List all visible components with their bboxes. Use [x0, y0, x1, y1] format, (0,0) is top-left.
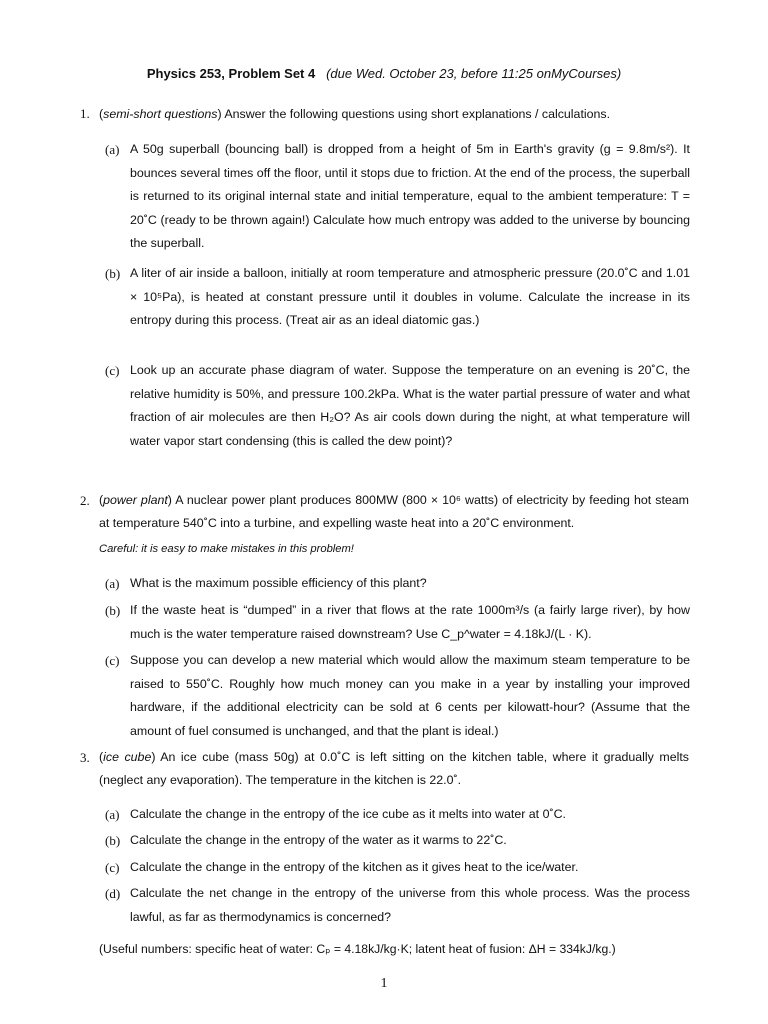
subpart-text: A liter of air inside a balloon, initially at room temperature and atmospheric pressure (20.0˚C and 1.01 × 10⁵Pa), is heated at constant pressure until it doubles in volume. Calculate the increase in its entropy during this process. (Treat air as an ideal diatomic gas.) [130, 266, 690, 327]
subpart-text: A 50g superball (bouncing ball) is dropped from a height of 5m in Earth's gravity (g = 9.8m/s²). It bounces several times off the floor, until it stops due to friction. At the end of the process, the superball is returned to its original internal state and initial temperature, equal to the ambient temperature: T = 20˚C (ready to be thrown again!) Calculate how much entropy was added to the universe by bouncing the superball. [130, 142, 690, 250]
problem-tag: ice cube [103, 750, 152, 764]
subpart-label: (d) [105, 886, 121, 901]
problem-intro-text: An ice cube (mass 50g) at 0.0˚C is left sitting on the kitchen table, where it gradually melts (neglect any evaporation). The temperature in the kitchen is 22.0˚. [99, 750, 689, 787]
subpart-text: Suppose you can develop a new material which would allow the maximum steam temperature to be raised to 550˚C. Roughly how much money can you make in a year by installing your improved hardware, if the additional electricity can be sold at 6 cents per kilowatt-hour? (Assume that the amount of fuel consumed is unchanged, and that the plant is ideal.) [130, 653, 690, 738]
subpart-label: (c) [105, 860, 120, 875]
problem-intro: (power plant) A nuclear power plant produces 800MW (800 × 10⁶ watts) of electricity by feeding hot steam at temperature 540˚C into a turbine, and expelling waste heat into a 20˚C environment. [99, 493, 689, 530]
problem-number: 1. [80, 106, 90, 121]
problem-intro-text: Answer the following questions using short explanations / calculations. [224, 107, 611, 121]
problem-number: 3. [80, 750, 90, 765]
due-date: (due Wed. October 23, before 11:25 onMyCourses) [326, 66, 622, 81]
problem-tag: semi-short questions [103, 107, 218, 121]
subpart-text: Calculate the change in the entropy of the ice cube as it melts into water at 0˚C. [130, 807, 566, 821]
problem-set-label: Problem Set 4 [228, 66, 316, 81]
subpart-label: (a) [105, 576, 120, 591]
problem-intro-text: A nuclear power plant produces 800MW (800 × 10⁶ watts) of electricity by feeding hot steam at temperature 540˚C into a turbine, and expelling waste heat into a 20˚C environment. [99, 493, 689, 530]
useful-numbers: (Useful numbers: specific heat of water: Cₚ = 4.18kJ/kg·K; latent heat of fusion: ΔH = 334kJ/kg.) [99, 942, 616, 956]
subpart-label: (a) [105, 807, 120, 822]
problem-intro: (ice cube) An ice cube (mass 50g) at 0.0˚C is left sitting on the kitchen table, where it gradually melts (neglect any evaporation). The temperature in the kitchen is 22.0˚. [99, 750, 689, 787]
subpart-text: Look up an accurate phase diagram of water. Suppose the temperature on an evening is 20˚C, the relative humidity is 50%, and pressure 100.2kPa. What is the water partial pressure of water and what fraction of air molecules are then H₂O? As air cools down during the night, at what temperature will water vapor start condensing (this is called the dew point)? [130, 363, 690, 448]
problem-tag: power plant [103, 493, 168, 507]
subpart-text: Calculate the change in the entropy of the water as it warms to 22˚C. [130, 833, 507, 847]
subpart-label: (c) [105, 363, 120, 378]
subpart-label: (b) [105, 603, 121, 618]
subpart-label: (a) [105, 142, 120, 157]
document-title [0, 66, 768, 81]
subpart-label: (c) [105, 653, 120, 668]
subpart-text: If the waste heat is “dumped” in a river that flows at the rate 1000m³/s (a fairly large river), by how much is the water temperature raised downstream? Use C_p^water = 4.18kJ/(L · K). [130, 603, 690, 641]
problem-intro: (semi-short questions) Answer the following questions using short explanations / calculations. [99, 107, 611, 121]
subpart-text: Calculate the net change in the entropy of the universe from this whole process. Was the process lawful, as far as thermodynamics is concerned? [130, 886, 690, 924]
careful-note: Careful: it is easy to make mistakes in this problem! [99, 543, 354, 555]
subpart-text: Calculate the change in the entropy of the kitchen as it gives heat to the ice/water. [130, 860, 579, 874]
subpart-text: What is the maximum possible efficiency of this plant? [130, 576, 427, 590]
problem-number: 2. [80, 493, 90, 508]
page-number: 1 [380, 976, 388, 991]
subpart-label: (b) [105, 833, 121, 848]
course-name: Physics 253, [146, 66, 225, 81]
subpart-label: (b) [105, 266, 121, 281]
